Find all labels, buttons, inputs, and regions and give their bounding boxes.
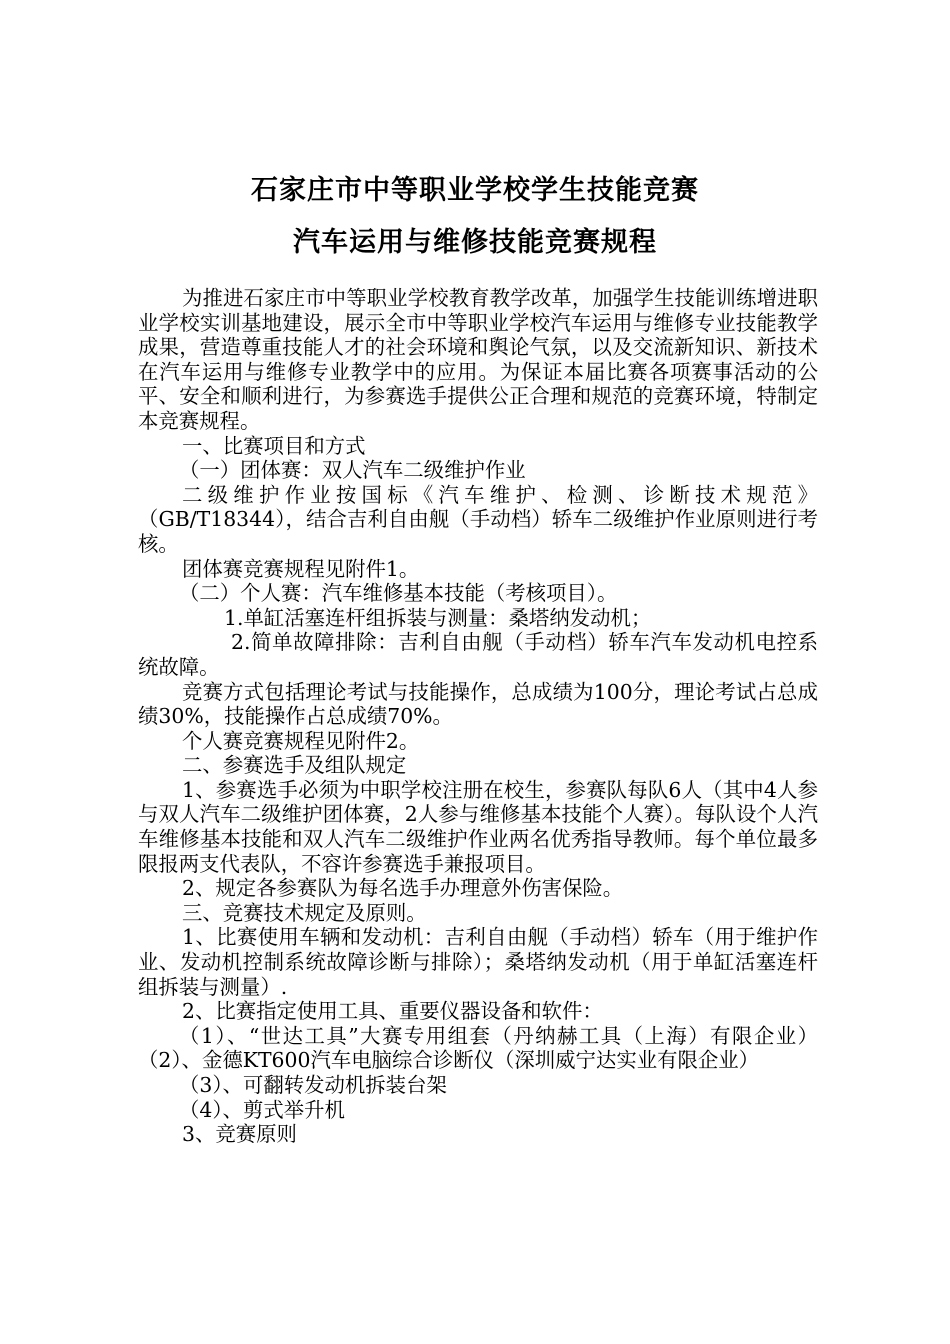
technical-rule-2: 2、比赛指定使用工具、重要仪器设备和软件： (182, 999, 603, 1024)
individual-item-1: 1.单缸活塞连杆组拆装与测量：桑塔纳发动机； (224, 605, 652, 630)
document-title-line2: 汽车运用与维修技能竞赛规程 (293, 227, 657, 258)
individual-item-2: 2.简单故障排除：吉利自由舰（手动档）轿车汽车发动机电控系统故障。 (138, 630, 818, 679)
subsection-team-heading: （一）团体赛：双人汽车二级维护作业 (179, 458, 526, 483)
equipment-items-1-2: （1）、“世达工具”大赛专用组套（丹纳赫工具（上海）有限企业）（2）、金德KT600汽车电脑综合诊断仪（深圳威宁达实业有限企业） (138, 1023, 818, 1073)
subsection-individual-heading: （二）个人赛：汽车维修基本技能（考核项目）。 (179, 581, 618, 606)
equipment-item-3: （3）、可翻转发动机拆装台架 (179, 1073, 447, 1097)
team-paragraph: 二级维护作业按国标《汽车维护、检测、诊断技术规范》（GB/T18344），结合吉利自由舰（手动档）轿车二级维护作业原则进行考核。 (138, 482, 818, 556)
document-title-line1: 石家庄市中等职业学校学生技能竞赛 (251, 175, 699, 206)
section-heading-3: 三、竞赛技术规定及原则。 (182, 900, 427, 925)
scoring-paragraph: 竞赛方式包括理论考试与技能操作，总成绩为100分，理论考试占总成绩30%，技能操作占总成绩70%。 (138, 679, 818, 729)
individual-rules-paragraph: 个人赛竞赛规程见附件2。 (182, 728, 420, 753)
document-body (138, 286, 818, 1147)
participant-rule-2: 2、规定各参赛队为每名选手办理意外伤害保险。 (182, 876, 624, 901)
section-heading-1: 一、比赛项目和方式 (182, 433, 366, 458)
team-rules-paragraph: 团体赛竞赛规程见附件1。 (182, 556, 420, 581)
participant-rule-1: 1、参赛选手必须为中职学校注册在校生，参赛队每队6人（其中4人参与双人汽车二级维护团体赛，2人参与维修基本技能个人赛）。每队设个人汽车维修基本技能和双人汽车二级维护作业两名优秀指导教师。每个单位最多限报两支代表队，不容许参赛选手兼报项目。 (138, 777, 818, 876)
intro-paragraph: 为推进石家庄市中等职业学校教育教学改革，加强学生技能训练增进职业学校实训基地建设，展示全市中等职业学校汽车运用与维修专业技能教学成果，营造尊重技能人才的社会环境和舆论气氛，以及交流新知识、新技术在汽车运用与维修专业教学中的应用。为保证本届比赛各项赛事活动的公平、安全和顺利进行，为参赛选手提供公正合理和规范的竞赛环境，特制定本竞赛规程。 (138, 286, 818, 433)
equipment-item-4: （4）、剪式举升机 (179, 1097, 345, 1122)
technical-rule-3: 3、竞赛原则 (182, 1122, 297, 1147)
section-heading-2: 二、参赛选手及组队规定 (182, 753, 407, 778)
technical-rule-1: 1、比赛使用车辆和发动机：吉利自由舰（手动档）轿车（用于维护作业、发动机控制系统故障诊断与排除）；桑塔纳发动机（用于单缸活塞连杆组拆装与测量）. (138, 925, 818, 999)
